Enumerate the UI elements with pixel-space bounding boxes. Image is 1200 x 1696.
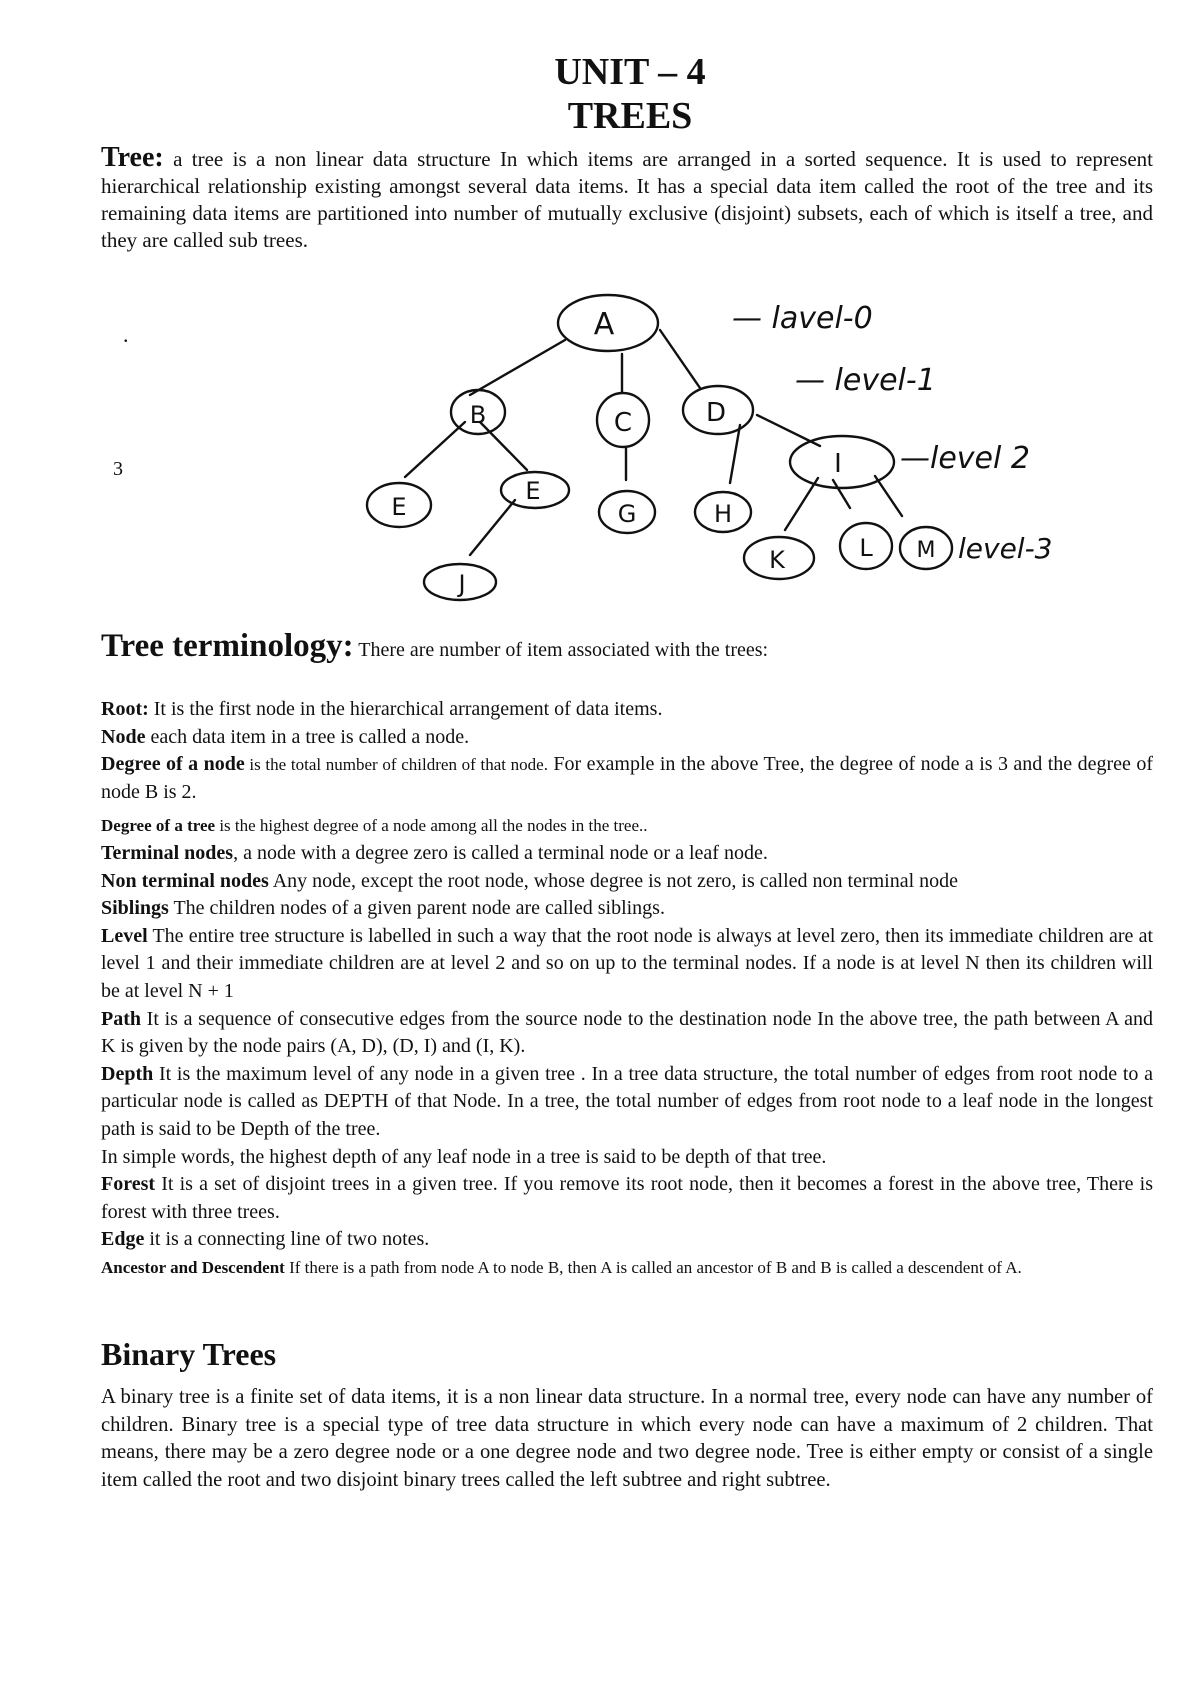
level-1-label: — level-1 — [795, 363, 936, 398]
def-forest — [101, 1171, 1153, 1226]
edge-e2-j — [470, 500, 515, 555]
edge-i-k — [785, 478, 818, 530]
edge-a-b — [470, 340, 565, 395]
level-3-label: level-3 — [958, 532, 1053, 565]
node-i-label: I — [834, 449, 842, 479]
tree-diagram — [0, 290, 1200, 620]
node-m-label: M — [916, 538, 936, 563]
def-node-text: each data item in a tree is called a node. — [145, 725, 470, 748]
def-terminal-text: , a node with a degree zero is called a terminal node or a leaf node. — [233, 841, 768, 864]
def-degree-tree-term: Degree of a tree — [101, 816, 216, 836]
binary-trees-text: A binary tree is a finite set of data items, it is a non linear data structure. In a normal tree, every node can have any number of children. Binary tree is a special type of tree data structure in which every node can have a maximum of 2 children. That means, there may be a zero degree node or a one degree node and two degree node. Tree is either empty or consist of a single item called the root and two disjoint binary trees called the left subtree and right subtree. — [101, 1386, 1153, 1491]
margin-dot: . — [123, 322, 129, 347]
def-nonterminal-term: Non terminal nodes — [101, 869, 269, 892]
def-path — [101, 1006, 1153, 1061]
def-depth — [101, 1061, 1153, 1144]
def-siblings-term: Siblings — [101, 897, 169, 920]
def-path-term: Path — [101, 1007, 141, 1030]
def-ancestor — [101, 1254, 1153, 1282]
edge-d-h — [730, 425, 740, 483]
def-degree-tree-text: is the highest degree of a node among all the nodes in the tree.. — [215, 816, 648, 836]
def-ancestor-term: Ancestor and Descendent — [101, 1257, 285, 1277]
node-b-label: B — [469, 401, 487, 429]
def-forest-term: Forest — [101, 1173, 156, 1196]
def-edge-text: it is a connecting line of two notes. — [144, 1228, 430, 1251]
node-c-label: C — [613, 408, 633, 438]
page-title: TREES — [567, 95, 693, 137]
node-k-label: K — [769, 546, 785, 574]
def-root-text: It is the first node in the hierarchical arrangement of data items. — [148, 698, 663, 720]
tree-definition-text: a tree is a non linear data structure In which items are arranged in a sorted sequence. It is used to represent hierarchical relationship existing amongst several data items. It has a special data item called the root of the tree and its remaining data items are partitioned into number of mutually exclusive (disjoint) subsets, each of which is itself a tree, and they are called sub trees. — [101, 147, 1153, 252]
node-j-label: J — [458, 570, 466, 598]
def-nonterminal — [101, 868, 1153, 896]
def-degree-tree — [101, 812, 1153, 840]
edge-i-l — [833, 480, 850, 508]
def-terminal — [101, 840, 1153, 868]
edge-b-e2 — [480, 422, 527, 470]
def-depth-term: Depth — [101, 1062, 154, 1085]
edge-a-d — [660, 330, 700, 388]
edge-i-m — [875, 476, 902, 516]
def-degree-node-text-b: For example in the above Tree, the degree of node a is 3 and the degree of node B is 2. — [101, 753, 1154, 803]
node-d-label: D — [705, 398, 727, 428]
level-0-label: — lavel-0 — [732, 301, 873, 336]
node-e1-label: E — [391, 493, 407, 521]
def-ancestor-text: If there is a path from node A to node B, then A is called an ancestor of B and B is called a descendent of A. — [284, 1257, 1022, 1277]
def-depth-text: It is the maximum level of any node in a given tree . In a tree data structure, the total number of edges from root node to a particular node is called as DEPTH of that Node. In a tree, the total number of edges from root node to a leaf node in the longest path is said to be Depth of the tree. — [101, 1062, 1153, 1140]
def-path-text: It is a sequence of consecutive edges from the source node to the destination node In the above tree, the path between A and K is given by the node pairs (A, D), (D, I) and (I, K). — [101, 1007, 1153, 1058]
terminology-title: Tree terminology: — [101, 628, 354, 664]
node-l-label: L — [859, 534, 873, 562]
def-level-text: The entire tree structure is labelled in such a way that the root node is always at level zero, then its immediate children are at level 1 and their immediate children are at level 2 and so on up to the terminal nodes. If a node is at level N then its children will be at level N + 1 — [101, 924, 1153, 1002]
def-node-term: Node — [101, 725, 146, 748]
def-degree-node — [101, 751, 1153, 806]
def-degree-node-text-a: is the total number of children of that node. — [244, 755, 548, 775]
def-level — [101, 923, 1153, 1006]
terminology-heading — [101, 628, 1161, 665]
unit-heading: UNIT – 4 — [554, 51, 706, 93]
def-forest-text: It is a set of disjoint trees in a given tree. If you remove its root node, then it becomes a forest in the above tree, There is forest with three trees. — [101, 1173, 1153, 1223]
def-terminal-term: Terminal nodes — [101, 841, 234, 864]
node-a-label: A — [593, 307, 615, 342]
level-2-label: —level 2 — [900, 441, 1030, 476]
def-level-term: Level — [101, 924, 148, 947]
def-depth-simple: In simple words, the highest depth of any leaf node in a tree is said to be depth of that tree. — [101, 1145, 827, 1168]
def-root-term: Root: — [101, 698, 149, 720]
node-e2-label: E — [525, 477, 541, 505]
node-h-label: H — [713, 500, 733, 528]
def-siblings — [101, 895, 1153, 923]
tree-term: Tree: — [101, 142, 164, 173]
node-g-label: G — [617, 500, 637, 528]
def-edge — [101, 1226, 1153, 1254]
binary-trees-heading: Binary Trees — [101, 1336, 277, 1372]
def-nonterminal-text: Any node, except the root node, whose degree is not zero, is called non terminal node — [268, 869, 959, 892]
def-node — [101, 724, 1153, 752]
def-edge-term: Edge — [101, 1228, 145, 1251]
def-degree-node-term: Degree of a node — [101, 753, 245, 776]
node-i-circle — [790, 436, 894, 488]
def-root — [101, 696, 1153, 724]
tree-definition — [101, 144, 1153, 254]
margin-number: 3 — [113, 458, 123, 480]
terminology-intro: There are number of item associated with the trees: — [353, 639, 769, 661]
def-siblings-text: The children nodes of a given parent node are called siblings. — [168, 897, 665, 920]
terminology-list — [101, 696, 1153, 1281]
edge-b-e1 — [405, 422, 465, 477]
